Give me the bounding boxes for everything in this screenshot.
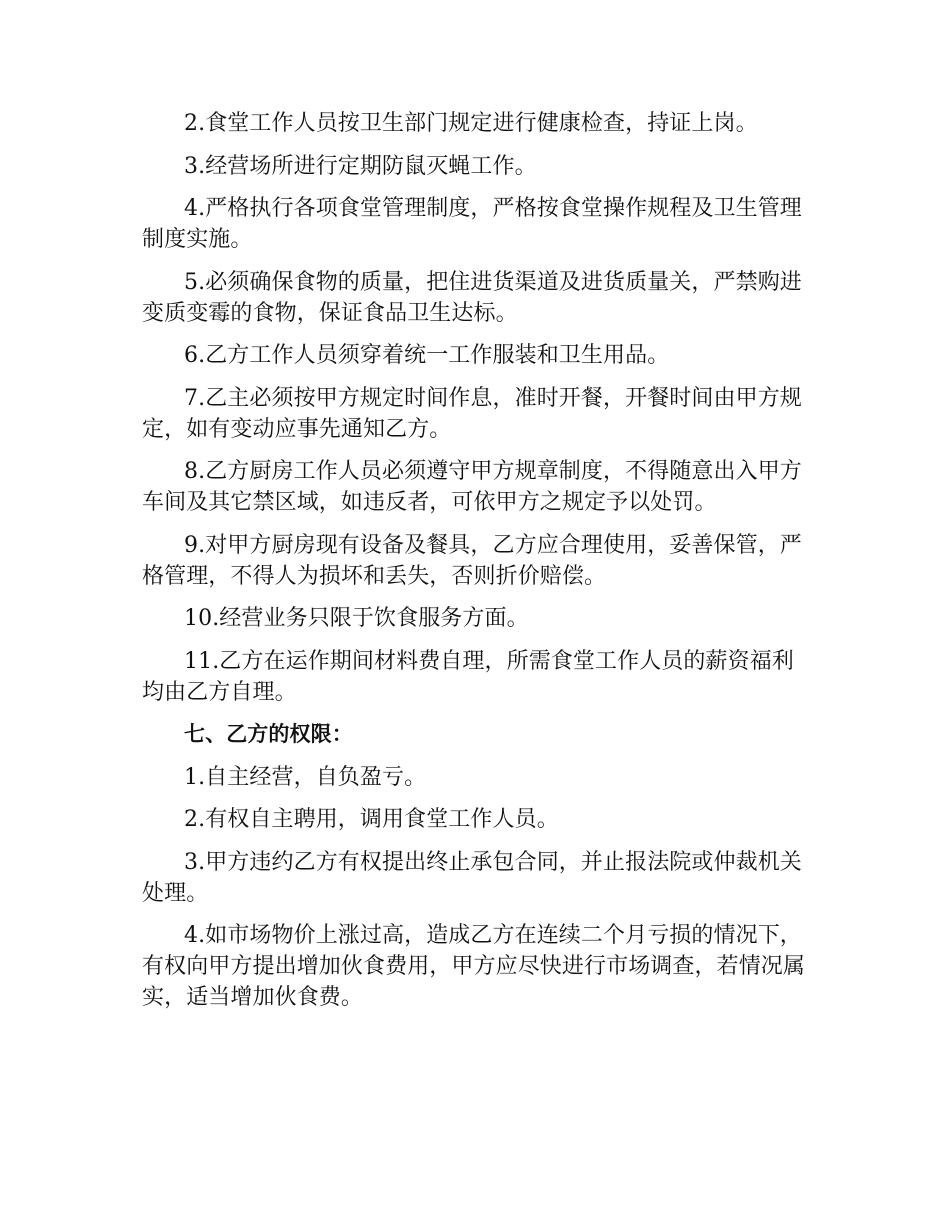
- clause-9-equipment-care: 9.对甲方厨房现有设备及餐具，乙方应合理使用，妥善保管，严格管理，不得人为损坏和丢失，否则折价赔偿。: [142, 532, 802, 589]
- document-body: [142, 108, 814, 1025]
- clause-3-pest-control: 3.经营场所进行定期防鼠灭蝇工作。: [184, 153, 537, 179]
- clause-11-costs-and-salaries: 11.乙方在运作期间材料费自理，所需食堂工作人员的薪资福利均由乙方自理。: [142, 648, 794, 705]
- clause-7-meal-schedule: 7.乙主必须按甲方规定时间作息，准时开餐，开餐时间由甲方规定，如有变动应事先通知乙方。: [142, 385, 802, 442]
- clause-6-uniforms: 6.乙方工作人员须穿着统一工作服装和卫生用品。: [184, 343, 670, 368]
- right-1-self-management: 1.自主经营，自负盈亏。: [184, 764, 427, 790]
- right-2-hiring: 2.有权自主聘用，调用食堂工作人员。: [184, 807, 559, 832]
- clause-2-health-check: 2.食堂工作人员按卫生部门规定进行健康检查，持证上岗。: [184, 111, 758, 136]
- section-heading-party-b-rights: 七、乙方的权限：: [184, 722, 353, 746]
- clause-10-business-scope: 10.经营业务只限于饮食服务方面。: [184, 606, 529, 631]
- right-4-meal-fee-increase: 4.如市场物价上涨过高，造成乙方在连续二个月亏损的情况下，有权向甲方提出增加伙食费用，甲方应尽快进行市场调查，若情况属实，适当增加伙食费。: [142, 923, 806, 1010]
- clause-8-workplace-rules: 8.乙方厨房工作人员必须遵守甲方规章制度，不得随意出入甲方车间及其它禁区域，如违反者，可依甲方之规定予以处罚。: [142, 459, 802, 515]
- clause-5-food-quality: 5.必须确保食物的质量，把住进货渠道及进货质量关，严禁购进变质变霉的食物，保证食品卫生达标。: [142, 269, 802, 326]
- right-3-termination: 3.甲方违约乙方有权提出终止承包合同，并止报法院或仲裁机关处理。: [142, 849, 802, 906]
- clause-4-management-rules: 4.严格执行各项食堂管理制度，严格按食堂操作规程及卫生管理制度实施。: [142, 196, 802, 252]
